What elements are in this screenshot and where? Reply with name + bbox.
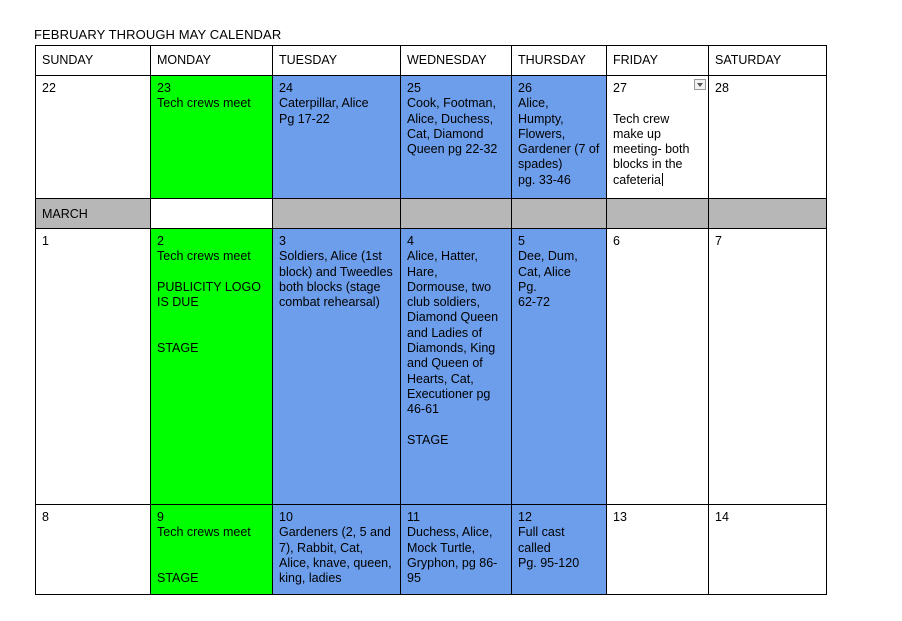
- day-text: 12 Full cast called Pg. 95-120: [518, 510, 580, 570]
- day-text: 5 Dee, Dum, Cat, Alice Pg. 62-72: [518, 234, 578, 310]
- day-text: 10 Gardeners (2, 5 and 7), Rabbit, Cat, Alice, knave, queen, king, ladies: [279, 510, 392, 586]
- day-text: 13: [613, 510, 627, 524]
- day-text: 14: [715, 510, 729, 524]
- month-band-row: [36, 199, 827, 229]
- day-text: 26 Alice, Humpty, Flowers, Gardener (7 of spades) pg. 33-46: [518, 81, 600, 187]
- calendar-table: [35, 45, 827, 595]
- day-cell[interactable]: [401, 505, 512, 595]
- day-text: 8: [42, 510, 49, 524]
- day-cell[interactable]: [709, 505, 827, 595]
- day-cell[interactable]: [401, 76, 512, 199]
- day-cell[interactable]: [512, 505, 607, 595]
- day-text: 7: [715, 234, 722, 248]
- day-text: 11 Duchess, Alice, Mock Turtle, Gryphon, pg 86-95: [407, 510, 498, 586]
- day-cell[interactable]: [151, 229, 273, 505]
- month-band-cell[interactable]: [401, 199, 512, 229]
- week-row: [36, 76, 827, 199]
- day-text: 28: [715, 81, 729, 95]
- text-cursor: [662, 173, 663, 186]
- day-cell[interactable]: [36, 76, 151, 199]
- day-cell[interactable]: [151, 76, 273, 199]
- day-text: 1: [42, 234, 49, 248]
- header-tuesday[interactable]: [273, 46, 401, 76]
- header-label: THURSDAY: [518, 53, 586, 67]
- header-thursday[interactable]: [512, 46, 607, 76]
- header-label: SUNDAY: [42, 53, 94, 67]
- header-label: TUESDAY: [279, 53, 338, 67]
- header-label: SATURDAY: [715, 53, 782, 67]
- day-cell[interactable]: [401, 229, 512, 505]
- day-text: 4 Alice, Hatter, Hare, Dormouse, two club soldiers, Diamond Queen and Ladies of Diamonds, King and Queen of Hearts, Cat, Executioner pg 46-61 STAGE: [407, 234, 499, 447]
- day-text: 2 Tech crews meet PUBLICITY LOGO IS DUE STAGE: [157, 234, 261, 356]
- week-row: [36, 505, 827, 595]
- day-text: 9 Tech crews meet STAGE: [157, 510, 251, 586]
- calendar-title: FEBRUARY THROUGH MAY CALENDAR: [34, 27, 282, 42]
- header-friday[interactable]: [607, 46, 709, 76]
- month-band-cell[interactable]: [709, 199, 827, 229]
- header-monday[interactable]: [151, 46, 273, 76]
- day-text: 23 Tech crews meet: [157, 81, 251, 111]
- day-cell[interactable]: [512, 76, 607, 199]
- month-band-cell[interactable]: [273, 199, 401, 229]
- day-text: 27 Tech crew make up meeting- both blocks in the cafeteria: [613, 81, 690, 187]
- day-text: 6: [613, 234, 620, 248]
- day-cell-active[interactable]: [607, 76, 709, 199]
- day-cell[interactable]: [273, 229, 401, 505]
- weekday-header-row: [36, 46, 827, 76]
- day-cell[interactable]: [36, 229, 151, 505]
- day-cell[interactable]: [512, 229, 607, 505]
- day-cell[interactable]: [709, 76, 827, 199]
- cell-dropdown-icon[interactable]: [694, 79, 706, 90]
- header-label: FRIDAY: [613, 53, 658, 67]
- day-cell[interactable]: [36, 505, 151, 595]
- header-saturday[interactable]: [709, 46, 827, 76]
- day-cell[interactable]: [709, 229, 827, 505]
- day-cell[interactable]: [607, 229, 709, 505]
- header-sunday[interactable]: [36, 46, 151, 76]
- week-row: [36, 229, 827, 505]
- month-label-cell[interactable]: [36, 199, 151, 229]
- day-text: 3 Soldiers, Alice (1st block) and Tweedles both blocks (stage combat rehearsal): [279, 234, 393, 310]
- month-band-cell[interactable]: [607, 199, 709, 229]
- day-cell[interactable]: [273, 505, 401, 595]
- month-band-cell[interactable]: [512, 199, 607, 229]
- day-cell[interactable]: [273, 76, 401, 199]
- header-label: WEDNESDAY: [407, 53, 487, 67]
- day-text: 24 Caterpillar, Alice Pg 17-22: [279, 81, 369, 126]
- month-band-empty[interactable]: [151, 199, 273, 229]
- header-label: MONDAY: [157, 53, 211, 67]
- day-cell[interactable]: [607, 505, 709, 595]
- day-text: 25 Cook, Footman, Alice, Duchess, Cat, Diamond Queen pg 22-32: [407, 81, 498, 157]
- day-cell[interactable]: [151, 505, 273, 595]
- month-label: MARCH: [42, 207, 88, 221]
- header-wednesday[interactable]: [401, 46, 512, 76]
- day-text: 22: [42, 81, 56, 95]
